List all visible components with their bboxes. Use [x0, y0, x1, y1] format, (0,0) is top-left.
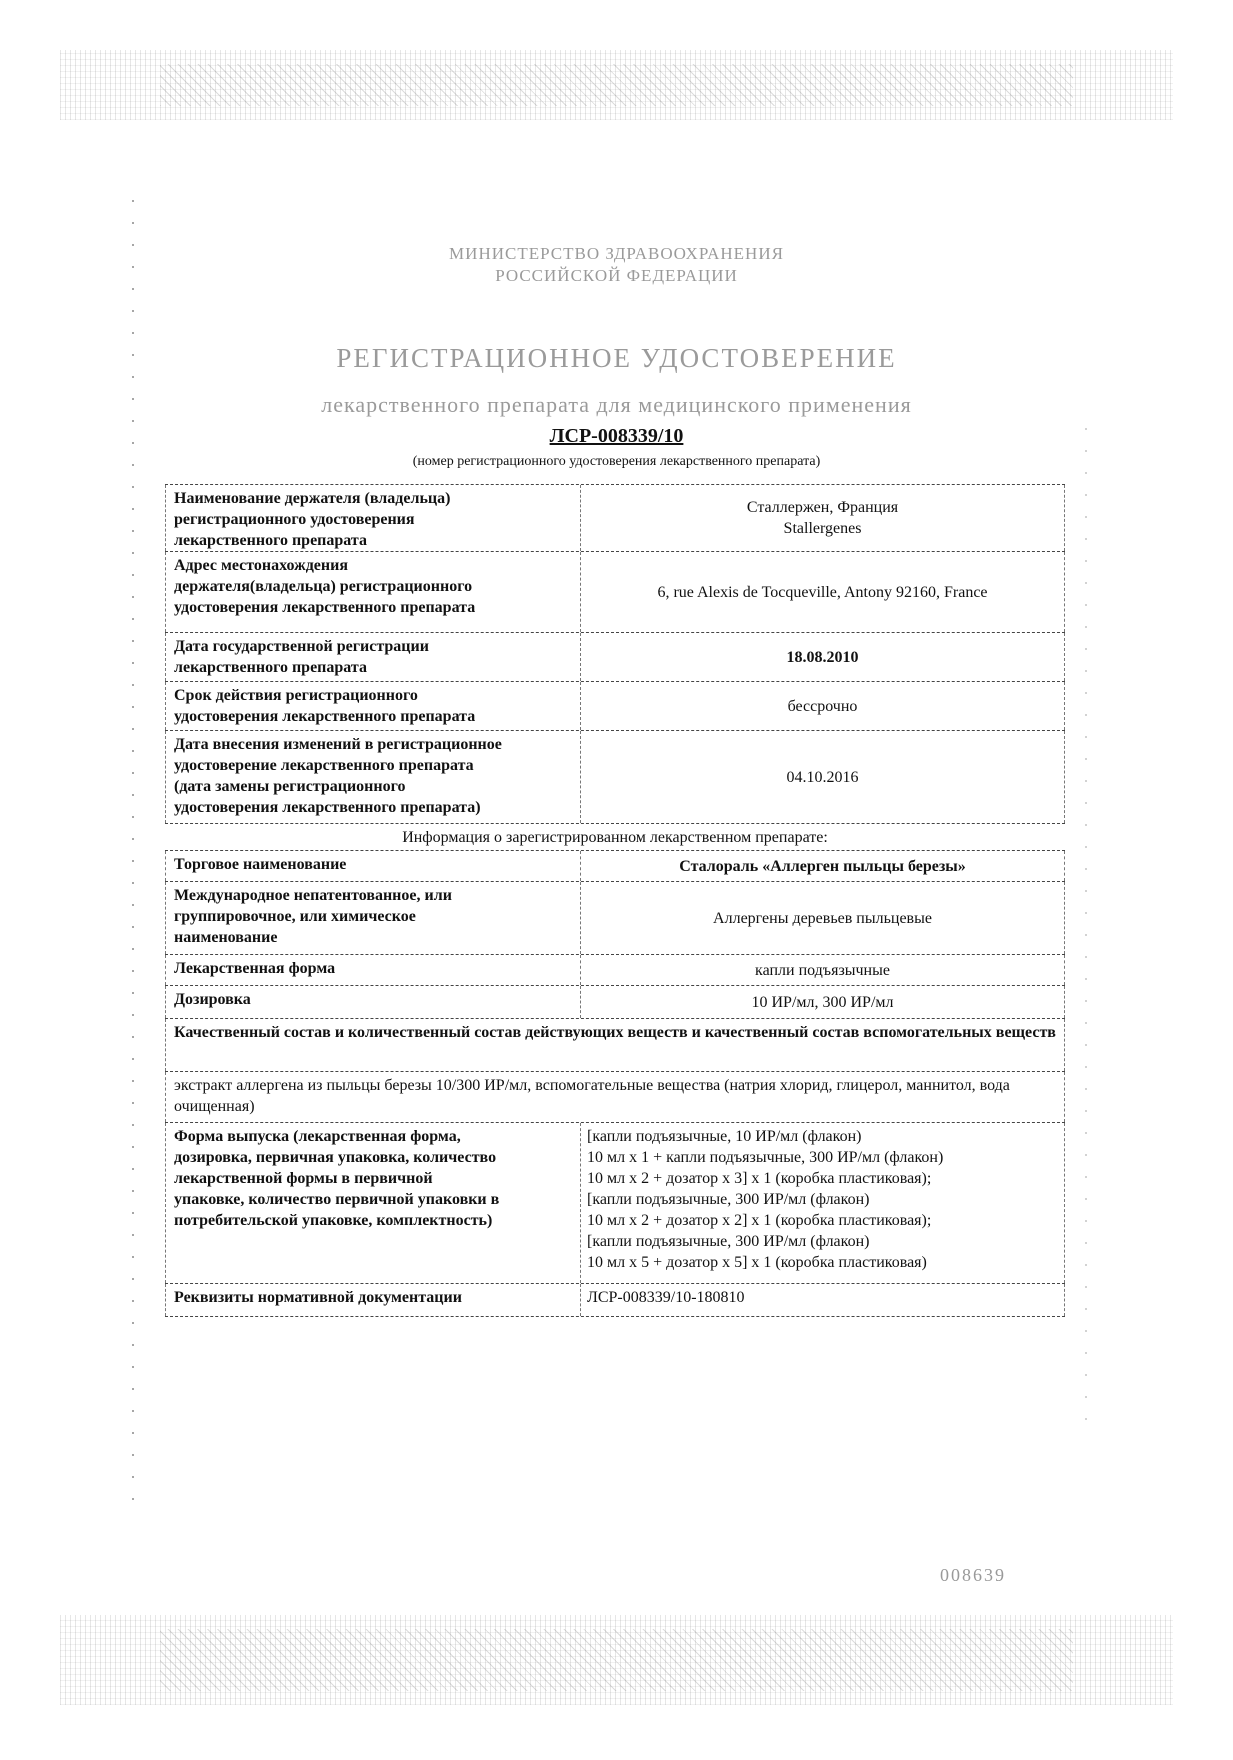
- ministry-header: [0, 243, 1233, 287]
- row-label: Адрес местонахождения держателя(владельца) регистрационного удостоверения лекарственного препарата: [165, 552, 580, 632]
- composition-heading: Качественный состав и количественный состав действующих веществ и качественный состав вспомогательных веществ: [165, 1019, 1065, 1071]
- row-label: Форма выпуска (лекарственная форма, дозировка, первичная упаковка, количество лекарственной формы в первичной упаковке, количество первичной упаковки в потребительской упаковке, комплектность): [165, 1123, 580, 1283]
- security-print-band-top: [60, 50, 1173, 120]
- table-row-registration-date: [165, 632, 1065, 681]
- table-row-trade-name: [165, 850, 1065, 881]
- security-print-band-bottom: [60, 1615, 1173, 1705]
- certificate-table: [165, 484, 1065, 1317]
- row-label: Дозировка: [165, 986, 580, 1018]
- row-value: 6, rue Alexis de Tocqueville, Antony 92160, France: [580, 552, 1065, 632]
- row-value: 10 ИР/мл, 300 ИР/мл: [580, 986, 1065, 1018]
- table-row-composition-heading: [165, 1018, 1065, 1071]
- row-value: 04.10.2016: [580, 731, 1065, 823]
- certificate-title: РЕГИСТРАЦИОННОЕ УДОСТОВЕРЕНИЕ: [336, 343, 897, 373]
- serial-number: 008639: [940, 1565, 1006, 1585]
- ministry-line-2: РОССИЙСКОЙ ФЕДЕРАЦИИ: [495, 266, 738, 285]
- row-value: Аллергены деревьев пыльцевые: [580, 882, 1065, 954]
- composition-text: экстракт аллергена из пыльцы березы 10/300 ИР/мл, вспомогательные вещества (натрия хлорид, глицерол, маннитол, вода очищенная): [165, 1072, 1065, 1122]
- table-row-holder-name: [165, 484, 1065, 551]
- table-row-composition-text: [165, 1071, 1065, 1122]
- row-value: 18.08.2010: [580, 633, 1065, 681]
- table-row-holder-address: [165, 551, 1065, 632]
- row-label: Дата внесения изменений в регистрационное удостоверение лекарственного препарата (дата замены регистрационного удостоверения лекарственного препарата): [165, 731, 580, 823]
- row-value: ЛСР-008339/10-180810: [580, 1284, 1065, 1316]
- registration-number-caption: (номер регистрационного удостоверения лекарственного препарата): [412, 454, 821, 469]
- table-row-release-form: [165, 1122, 1065, 1283]
- table-row-normative-docs: [165, 1283, 1065, 1317]
- certificate-subtitle: лекарственного препарата для медицинского применения: [321, 392, 912, 417]
- row-label: Срок действия регистрационного удостоверения лекарственного препарата: [165, 682, 580, 730]
- row-value: [капли подъязычные, 10 ИР/мл (флакон) 10 мл x 1 + капли подъязычные, 300 ИР/мл (флакон) 10 мл x 2 + дозатор x 3] x 1 (коробка пластиковая); [капли подъязычные, 300 ИР/мл (флакон) 10 мл x 2 + дозатор x 2] x 1 (коробка пластиковая); [капли подъязычные, 300 ИР/мл (флакон) 10 мл x 5 + дозатор x 5] x 1 (коробка пластиковая): [580, 1123, 1065, 1283]
- table-row-change-date: [165, 730, 1065, 823]
- row-value: бессрочно: [580, 682, 1065, 730]
- row-label: Реквизиты нормативной документации: [165, 1284, 580, 1316]
- table-row-inn: [165, 881, 1065, 954]
- registration-number: ЛСР-008339/10: [549, 425, 684, 447]
- row-label: Дата государственной регистрации лекарственного препарата: [165, 633, 580, 681]
- row-value: капли подъязычные: [580, 955, 1065, 985]
- ministry-line-1: МИНИСТЕРСТВО ЗДРАВООХРАНЕНИЯ: [449, 244, 784, 263]
- row-value: Сталлержен, Франция Stallergenes: [580, 485, 1065, 551]
- table-row-validity: [165, 681, 1065, 730]
- table-row-dosage-form: [165, 954, 1065, 985]
- row-label: Наименование держателя (владельца) регистрационного удостоверения лекарственного препарата: [165, 485, 580, 551]
- row-label: Лекарственная форма: [165, 955, 580, 985]
- row-value: Сталораль «Аллерген пыльцы березы»: [580, 851, 1065, 881]
- row-label: Торговое наименование: [165, 851, 580, 881]
- table-row-dosage: [165, 985, 1065, 1018]
- drug-info-heading-row: [165, 823, 1065, 850]
- scan-margin-right: [1085, 420, 1087, 1420]
- drug-info-heading: Информация о зарегистрированном лекарственном препарате:: [402, 829, 828, 846]
- row-label: Международное непатентованное, или группировочное, или химическое наименование: [165, 882, 580, 954]
